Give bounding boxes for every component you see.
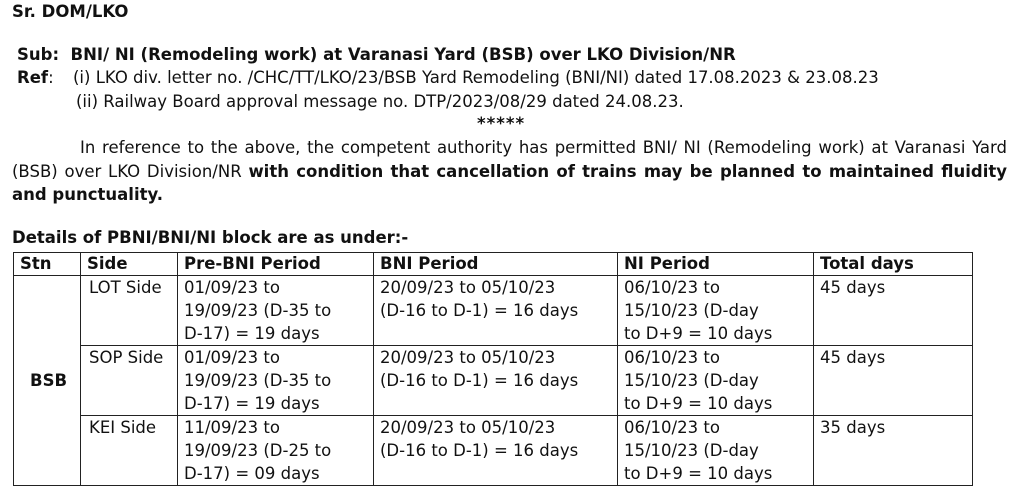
total-days-cell: 45 days: [814, 276, 973, 346]
cell-line: 20/09/23 to 05/10/23: [380, 348, 556, 367]
block-details-table: [13, 252, 973, 486]
bni-cell: [374, 346, 618, 416]
addressee: Sr. DOM/LKO: [12, 2, 129, 21]
cell-line: 15/10/23 (D-day: [624, 301, 759, 320]
table-row: [14, 416, 973, 486]
reference-item-2: (ii) Railway Board approval message no. DTP/2023/08/29 dated 24.08.23.: [76, 92, 684, 111]
cell-line: (D-16 to D-1) = 16 days: [380, 301, 579, 320]
cell-line: 15/10/23 (D-day: [624, 371, 759, 390]
reference-colon: :: [48, 68, 54, 87]
reference-label: Ref: [17, 68, 49, 87]
header-stn: Stn: [14, 253, 81, 276]
cell-line: D-17) = 09 days: [184, 464, 320, 483]
separator-stars: *****: [477, 114, 526, 133]
cell-line: 20/09/23 to 05/10/23: [380, 418, 556, 437]
subject-text: BNI/ NI (Remodeling work) at Varanasi Yard (BSB) over LKO Division/NR: [70, 45, 736, 64]
subject-line: [17, 45, 736, 64]
ni-cell: [618, 416, 814, 486]
cell-line: 19/09/23 (D-25 to: [184, 441, 332, 460]
total-days-cell: 45 days: [814, 346, 973, 416]
ni-cell: [618, 276, 814, 346]
side-cell: KEI Side: [81, 416, 178, 486]
table-row: [14, 276, 973, 346]
header-total-days: Total days: [814, 253, 973, 276]
paragraph-normal-text: In reference to the above, the competent authority has permitted BNI/ NI (Remodeling work) at Varanasi Yard (BSB) over LKO Division/NR: [12, 138, 1007, 181]
pre-bni-cell: [178, 416, 374, 486]
reference-line-1: [17, 68, 879, 87]
cell-line: 15/10/23 (D-day: [624, 441, 759, 460]
cell-line: 11/09/23 to: [184, 418, 280, 437]
table-row: [14, 346, 973, 416]
cell-line: to D+9 = 10 days: [624, 394, 773, 413]
cell-line: 06/10/23 to: [624, 278, 720, 297]
total-days-cell: 35 days: [814, 416, 973, 486]
cell-line: 19/09/23 (D-35 to: [184, 301, 332, 320]
pre-bni-cell: [178, 346, 374, 416]
pre-bni-cell: [178, 276, 374, 346]
header-bni-period: BNI Period: [374, 253, 618, 276]
body-paragraph: [12, 136, 1007, 207]
reference-item-1: (i) LKO div. letter no. /CHC/TT/LKO/23/BSB Yard Remodeling (BNI/NI) dated 17.08.2023 & 23.08.23: [73, 68, 879, 87]
details-heading: Details of PBNI/BNI/NI block are as under:-: [12, 228, 409, 247]
cell-line: to D+9 = 10 days: [624, 324, 773, 343]
header-ni-period: NI Period: [618, 253, 814, 276]
cell-line: D-17) = 19 days: [184, 324, 320, 343]
bni-cell: [374, 416, 618, 486]
table-header-row: [14, 253, 973, 276]
header-side: Side: [81, 253, 178, 276]
cell-line: 20/09/23 to 05/10/23: [380, 278, 556, 297]
cell-line: 19/09/23 (D-35 to: [184, 371, 332, 390]
cell-line: 01/09/23 to: [184, 278, 280, 297]
cell-line: 06/10/23 to: [624, 418, 720, 437]
side-cell: LOT Side: [81, 276, 178, 346]
cell-line: 01/09/23 to: [184, 348, 280, 367]
side-cell: SOP Side: [81, 346, 178, 416]
cell-line: (D-16 to D-1) = 16 days: [380, 441, 579, 460]
station-cell: BSB: [14, 276, 81, 486]
cell-line: D-17) = 19 days: [184, 394, 320, 413]
cell-line: to D+9 = 10 days: [624, 464, 773, 483]
subject-label: Sub:: [17, 45, 60, 64]
header-pre-bni-period: Pre-BNI Period: [178, 253, 374, 276]
paragraph-bold-text: with condition that cancellation of trains may be planned to maintained fluidity and punctuality.: [12, 161, 1007, 204]
bni-cell: [374, 276, 618, 346]
cell-line: 06/10/23 to: [624, 348, 720, 367]
cell-line: (D-16 to D-1) = 16 days: [380, 371, 579, 390]
ni-cell: [618, 346, 814, 416]
